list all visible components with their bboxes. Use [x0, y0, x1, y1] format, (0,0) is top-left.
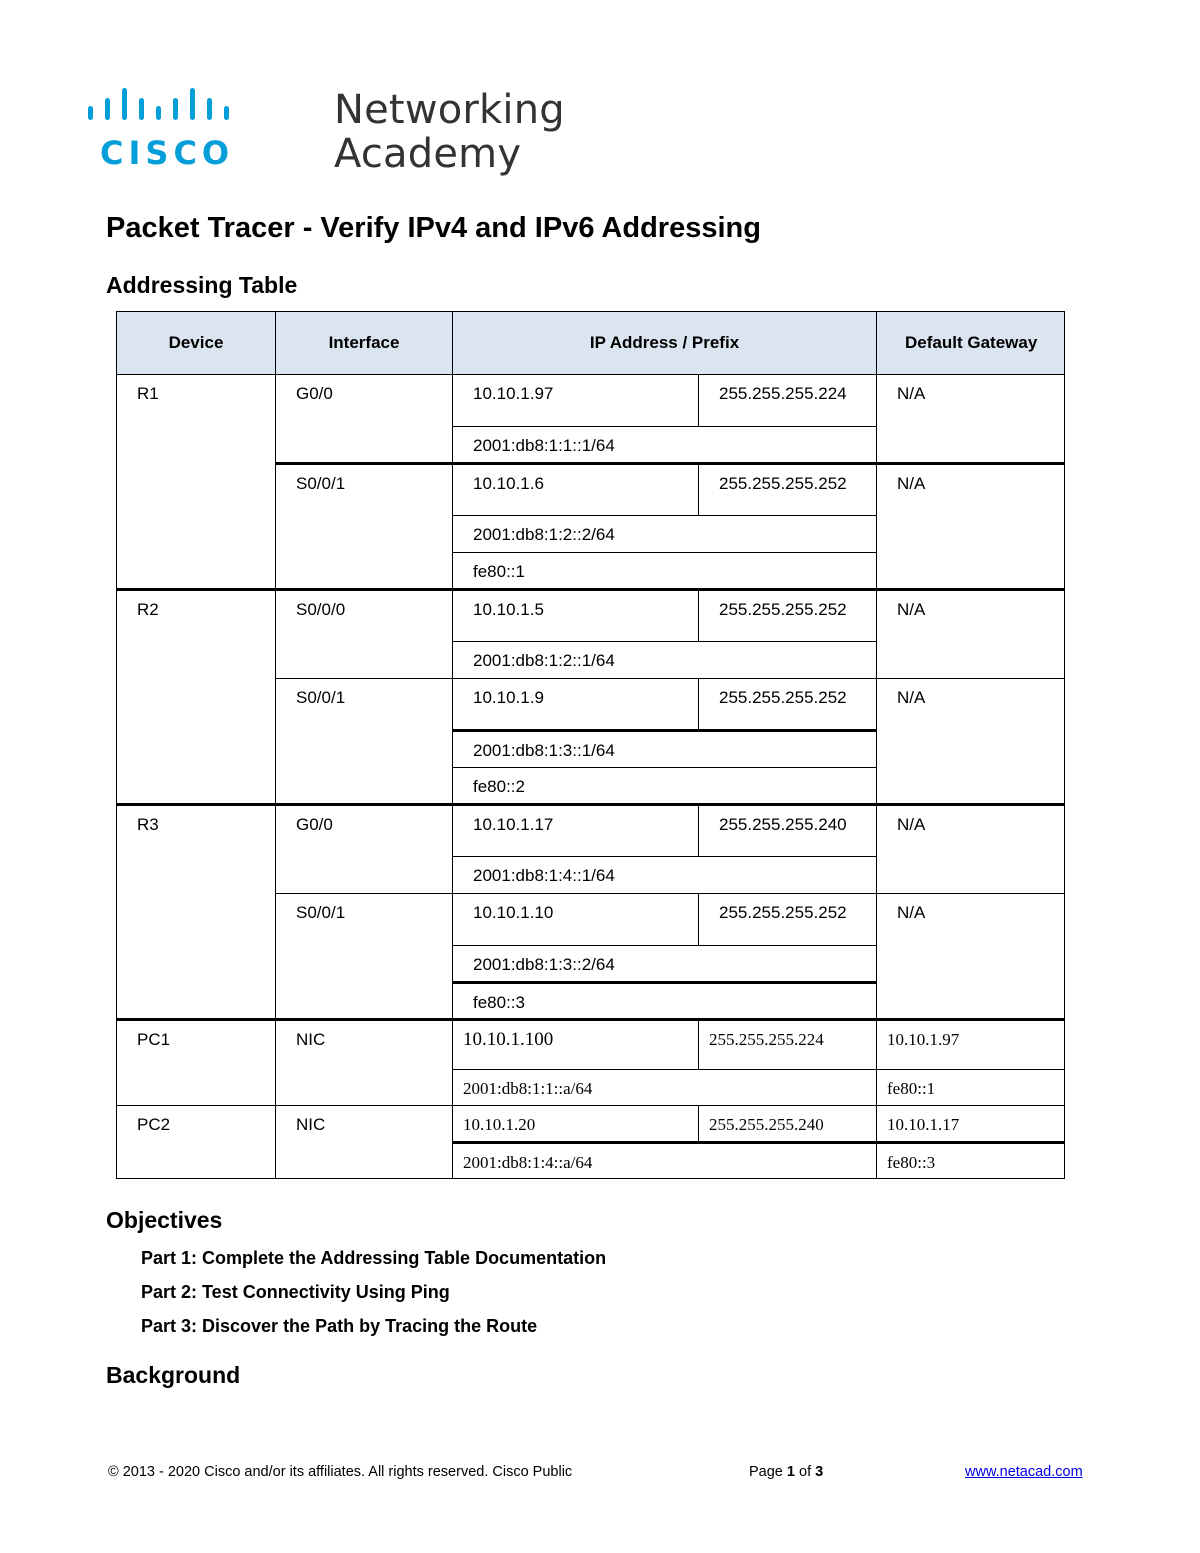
interface-cell: S0/0/1: [276, 894, 453, 1020]
mask-cell: 255.255.255.252: [699, 590, 877, 642]
gateway-cell: N/A: [877, 679, 1065, 805]
interface-cell: S0/0/1: [276, 464, 453, 590]
page-total: 3: [815, 1464, 824, 1480]
interface-cell: NIC: [276, 1020, 453, 1106]
background-heading: Background: [106, 1362, 241, 1388]
device-cell: R2: [117, 590, 276, 805]
list-item: Part 3: Discover the Path by Tracing the Route: [141, 1316, 538, 1336]
objectives-heading: Objectives: [106, 1207, 223, 1233]
header-device: Device: [117, 312, 276, 375]
ipv6-cell: 2001:db8:1:3::1/64: [453, 731, 877, 768]
ipv6-cell: 2001:db8:1:4::1/64: [453, 857, 877, 894]
footer-copyright: © 2013 - 2020 Cisco and/or its affiliates. All rights reserved. Cisco Public: [108, 1464, 573, 1480]
cisco-networking-academy-logo: [86, 87, 565, 178]
addressing-table: [116, 311, 1065, 1179]
ipv6-gateway-cell: fe80::1: [877, 1070, 1065, 1106]
cisco-bridge-icon: [86, 88, 236, 132]
mask-cell: 255.255.255.252: [699, 464, 877, 516]
gateway-cell: N/A: [877, 805, 1065, 894]
table-row: [117, 375, 1065, 427]
ipv4-cell: 10.10.1.100: [453, 1020, 699, 1070]
mask-cell: 255.255.255.252: [699, 894, 877, 946]
interface-cell: S0/0/0: [276, 590, 453, 679]
table-row: [117, 590, 1065, 642]
page-label: Page: [749, 1464, 787, 1480]
header-ip-prefix: IP Address / Prefix: [453, 312, 877, 375]
ipv6-cell: 2001:db8:1:4::a/64: [453, 1143, 877, 1179]
logo-academy: Academy: [334, 131, 522, 177]
ipv4-cell: 10.10.1.6: [453, 464, 699, 516]
device-cell: PC1: [117, 1020, 276, 1106]
ipv6-cell: 2001:db8:1:2::1/64: [453, 642, 877, 679]
table-header-row: [117, 312, 1065, 375]
list-item: Part 1: Complete the Addressing Table Documentation: [141, 1248, 607, 1268]
device-cell: R3: [117, 805, 276, 1020]
link-local-cell: fe80::2: [453, 768, 877, 805]
ipv4-cell: 10.10.1.9: [453, 679, 699, 731]
ipv6-cell: 2001:db8:1:1::1/64: [453, 427, 877, 464]
mask-cell: 255.255.255.252: [699, 679, 877, 731]
header-default-gateway: Default Gateway: [877, 312, 1065, 375]
device-cell: PC2: [117, 1106, 276, 1179]
link-local-cell: fe80::3: [453, 983, 877, 1020]
gateway-cell: N/A: [877, 894, 1065, 1020]
cisco-wordmark: CISCO: [100, 134, 235, 172]
logo-networking: Networking: [334, 87, 565, 133]
ipv6-gateway-cell: fe80::3: [877, 1143, 1065, 1179]
interface-cell: S0/0/1: [276, 679, 453, 805]
gateway-cell: N/A: [877, 375, 1065, 464]
table-row: [117, 1106, 1065, 1143]
ipv6-cell: 2001:db8:1:2::2/64: [453, 516, 877, 553]
ipv6-cell: 2001:db8:1:1::a/64: [453, 1070, 877, 1106]
mask-cell: 255.255.255.240: [699, 805, 877, 857]
gateway-cell: N/A: [877, 464, 1065, 590]
page-current: 1: [786, 1464, 795, 1480]
addressing-table-heading: Addressing Table: [106, 272, 298, 298]
page-title: Packet Tracer - Verify IPv4 and IPv6 Addressing: [106, 212, 761, 244]
table-row: [117, 1020, 1065, 1070]
header-interface: Interface: [276, 312, 453, 375]
ipv4-cell: 10.10.1.17: [453, 805, 699, 857]
ipv4-cell: 10.10.1.20: [453, 1106, 699, 1143]
footer-link-wrap: [965, 1464, 1083, 1480]
ipv4-cell: 10.10.1.10: [453, 894, 699, 946]
ipv4-cell: 10.10.1.5: [453, 590, 699, 642]
list-item: Part 2: Test Connectivity Using Ping: [141, 1282, 450, 1302]
netacad-link[interactable]: www.netacad.com: [965, 1464, 1083, 1480]
gateway-cell: 10.10.1.17: [877, 1106, 1065, 1143]
objectives-list: [141, 1246, 606, 1348]
device-cell: R1: [117, 375, 276, 590]
interface-cell: G0/0: [276, 805, 453, 894]
ipv4-cell: 10.10.1.97: [453, 375, 699, 427]
interface-cell: G0/0: [276, 375, 453, 464]
mask-cell: 255.255.255.240: [699, 1106, 877, 1143]
gateway-cell: N/A: [877, 590, 1065, 679]
mask-cell: 255.255.255.224: [699, 1020, 877, 1070]
page-of: of: [794, 1464, 816, 1480]
link-local-cell: fe80::1: [453, 553, 877, 590]
table-row: [117, 805, 1065, 857]
ipv6-cell: 2001:db8:1:3::2/64: [453, 946, 877, 983]
mask-cell: 255.255.255.224: [699, 375, 877, 427]
interface-cell: NIC: [276, 1106, 453, 1179]
gateway-cell: 10.10.1.97: [877, 1020, 1065, 1070]
footer-page-number: [749, 1464, 823, 1480]
